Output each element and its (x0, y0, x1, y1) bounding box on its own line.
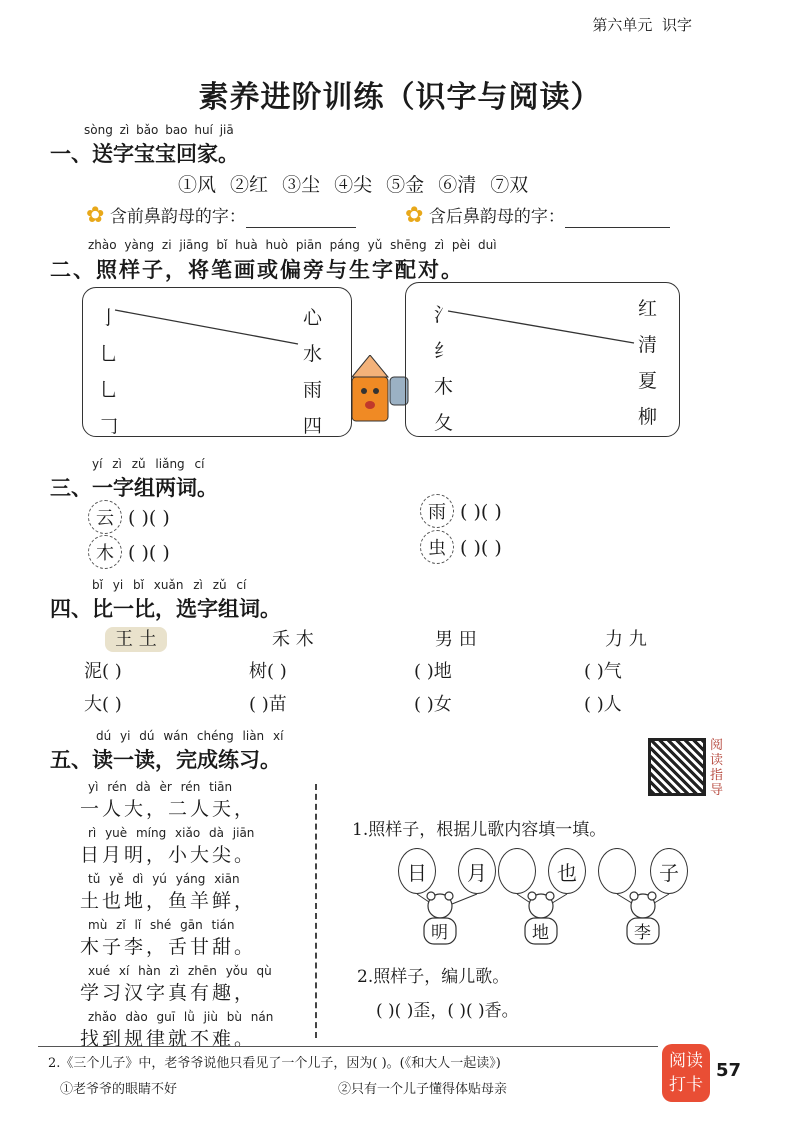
answer-blanks[interactable]: ( )( ) (128, 507, 170, 529)
front-nasal-label: 含前鼻韵母的字： (109, 207, 246, 227)
fill-blank[interactable]: ( )人 (584, 694, 622, 715)
stroke-item[interactable]: 乚 (99, 379, 119, 401)
word-group-yu (420, 494, 502, 528)
balloon: 也 (548, 848, 586, 894)
group-tag: 男 田 (435, 629, 477, 650)
char-item[interactable]: 红 (638, 298, 658, 320)
answer-blanks[interactable]: ( )( ) (460, 501, 502, 523)
pencil-mascot-icon (342, 355, 414, 433)
poem-pinyin: xué xí hàn zì zhēn yǒu qù (88, 964, 272, 978)
fill-blank[interactable]: ( )气 (584, 661, 622, 682)
stroke-item[interactable]: 亅 (99, 307, 119, 329)
page-number: 57 (716, 1060, 742, 1081)
left-char-column (303, 300, 322, 444)
char-item[interactable]: 雨 (303, 379, 323, 401)
poem-line: 一人大，二人天， (80, 798, 257, 820)
s5-heading: 五、读一读，完成练习。 (50, 748, 281, 772)
radical-column (434, 297, 453, 441)
front-nasal-answer[interactable] (246, 210, 356, 228)
balloon: 子 (650, 848, 688, 894)
word-group-yun (88, 500, 170, 534)
bear-char: 李 (634, 923, 651, 943)
match-box-left (82, 287, 352, 437)
q1-prompt: 1.照样子，根据儿歌内容填一填。 (352, 820, 607, 840)
page-header: 第六单元 识字 (592, 16, 692, 34)
q2-answer-line[interactable]: ( )( )歪，( )( )香。 (376, 1001, 519, 1021)
balloon-bears (398, 848, 698, 948)
char-item[interactable]: 清 (638, 334, 658, 356)
footer-option-2[interactable]: ②只有一个儿子懂得体贴母亲 (338, 1082, 508, 1097)
poem-pinyin: zhǎo dào guī lǜ jiù bù nán (88, 1010, 274, 1024)
match-box-right (405, 282, 680, 437)
fill-blank[interactable]: ( )女 (414, 694, 452, 715)
char-item[interactable]: 夏 (638, 370, 658, 392)
s5-pinyin: dú yi dú wán chéng liàn xí (96, 729, 284, 743)
flower-icon: ✿ (405, 203, 424, 228)
poem-line: 土也地，鱼羊鲜， (80, 890, 257, 912)
poem-pinyin: mù zǐ lǐ shé gān tián (88, 918, 235, 932)
fill-blank[interactable]: 泥( ) (84, 661, 122, 682)
fill-blank[interactable]: ( )苗 (249, 694, 287, 715)
radical-item[interactable]: 木 (434, 376, 454, 398)
poem-line: 木子李，舌甘甜。 (80, 936, 257, 958)
bear-char: 地 (532, 923, 549, 943)
balloon: 月 (458, 848, 496, 894)
poem-pinyin: yì rén dà èr rén tiān (88, 780, 233, 794)
poem-pinyin: rì yuè míng xiǎo dà jiān (88, 826, 255, 840)
s2-heading: 二、照样子，将笔画或偏旁与生字配对。 (50, 258, 464, 282)
s4-row-2 (84, 690, 622, 716)
s4-heading: 四、比一比，选字组词。 (50, 597, 281, 621)
radical-item[interactable]: 氵 (434, 304, 454, 326)
back-nasal-label: 含后鼻韵母的字： (428, 207, 565, 227)
poem-line: 日月明，小大尖。 (80, 844, 257, 866)
s4-row-1 (84, 657, 622, 683)
stroke-column (99, 300, 118, 444)
s3-pinyin: yí zì zǔ liǎng cí (92, 457, 205, 471)
fill-blank[interactable]: ( )地 (414, 661, 452, 682)
reading-checkin-button[interactable]: 阅读打卡 (662, 1044, 710, 1102)
poem-line: 找到规律就不难。 (80, 1028, 257, 1050)
radical-item[interactable]: 纟 (434, 340, 454, 362)
s1-char-list: ①风 ②红 ③尘 ④尖 ⑤金 ⑥清 ⑦双 (178, 174, 529, 196)
group-tag: 力 九 (605, 629, 647, 650)
stroke-item[interactable]: 𠃌 (99, 415, 119, 437)
poem-pinyin: tǔ yě dì yú yáng xiān (88, 872, 240, 886)
fill-blank[interactable]: 树( ) (249, 661, 287, 682)
balloon: 日 (398, 848, 436, 894)
word-group-chong (420, 530, 502, 564)
page-title: 素养进阶训练（识字与阅读） (198, 80, 602, 115)
q2-prompt: 2.照样子，编儿歌。 (357, 967, 510, 987)
char-circle: 云 (88, 500, 122, 534)
footer-rule (38, 1046, 658, 1047)
reading-guide-label: 阅读指导 (710, 738, 724, 798)
s3-heading: 三、一字组两词。 (50, 476, 218, 500)
poem (80, 780, 300, 1051)
footer-option-1[interactable]: ①老爷爷的眼睛不好 (60, 1082, 178, 1097)
char-circle: 雨 (420, 494, 454, 528)
s1-front-row (86, 202, 356, 228)
char-item[interactable]: 四 (303, 415, 323, 437)
char-item[interactable]: 水 (303, 343, 323, 365)
char-circle: 木 (88, 535, 122, 569)
answer-blanks[interactable]: ( )( ) (460, 537, 502, 559)
char-item[interactable]: 柳 (638, 406, 658, 428)
s4-pinyin: bǐ yi bǐ xuǎn zì zǔ cí (92, 578, 247, 592)
answer-blanks[interactable]: ( )( ) (128, 542, 170, 564)
back-nasal-answer[interactable] (565, 210, 670, 228)
flower-icon: ✿ (86, 203, 105, 228)
char-item[interactable]: 心 (303, 307, 323, 329)
word-group-mu (88, 535, 170, 569)
stroke-item[interactable]: 乚 (99, 343, 119, 365)
radical-item[interactable]: 夂 (434, 412, 454, 434)
footer-question: 2.《三个儿子》中，老爷爷说他只看见了一个儿子，因为( )。(《和大人一起读》) (48, 1056, 501, 1071)
column-divider (315, 784, 317, 1038)
s1-back-row (405, 202, 670, 228)
bear-char: 明 (431, 923, 448, 943)
qr-code-icon[interactable] (648, 738, 706, 796)
s2-pinyin: zhào yàng zi jiāng bǐ huà huò piān páng yǔ shēng zì pèi duì (88, 238, 497, 252)
s1-pinyin: sòng zì bǎo bao huí jiā (84, 123, 234, 137)
fill-blank[interactable]: 大( ) (84, 694, 122, 715)
s1-heading: 一、送字宝宝回家。 (50, 142, 239, 166)
poem-line: 学习汉字真有趣， (80, 982, 257, 1004)
right-char-column (638, 291, 657, 435)
group-tag: 王 土 (105, 625, 167, 651)
char-circle: 虫 (420, 530, 454, 564)
group-tag: 禾 木 (272, 629, 314, 650)
